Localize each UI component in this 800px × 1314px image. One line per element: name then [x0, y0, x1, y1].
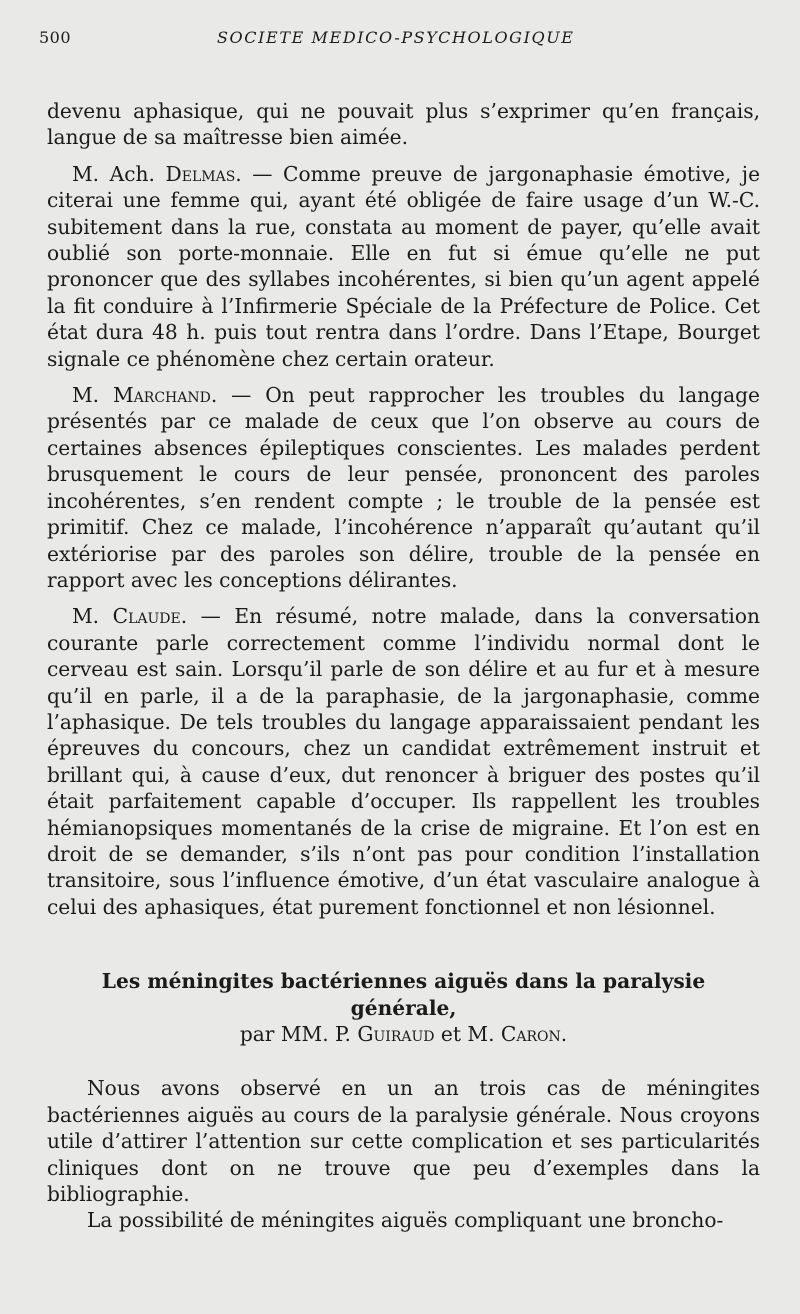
paragraph-marchand	[47, 382, 760, 593]
paragraph-claude	[47, 603, 760, 920]
paragraph-continuation: devenu aphasique, qui ne pouvait plus s’exprimer qu’en français, langue de sa maîtresse bien aimée.	[47, 99, 760, 150]
paragraph-delmas	[47, 161, 760, 372]
section-heading	[47, 968, 760, 1047]
speaker-prefix: M.	[72, 604, 100, 629]
page-number: 500	[39, 28, 72, 47]
byline-mid: et M.	[440, 1022, 495, 1046]
speaker-name: Claude	[112, 604, 181, 629]
speaker-name: Delmas	[165, 161, 236, 186]
paragraph-text: . — En résumé, notre malade, dans la conversation courante parle correctement comme l’individu normal dont le cerveau est sain. Lorsqu’il parle de son délire et au fur et à mesure qu’il en parle, il a de la paraphasie, de la jargonaphasie, comme l’aphasique. De tels troubles du langage apparaissaient pendant les épreuves du concours, chez un candidat extrêmement instruit et brillant qui, à cause d’eux, dut renoncer à briguer des postes qu’il était parfaitement capable d’occuper. Ils rappellent les troubles hémianopsiques momentanés de la crise de migraine. Et l’on est en droit de se demander, s’ils n’ont pas pour condition l’installation transitoire, sous l’influence émotive, d’un état vasculaire analogue à celui des aphasiques, état purement fonctionnel et non lésionnel.	[47, 604, 760, 919]
paragraph-intro: Nous avons observé en un an trois cas de méningites bactériennes aiguës au cours de la paralysie générale. Nous croyons utile d’attirer l’attention sur cette complication et ses particularités cliniques dont on ne trouve que peu d’exemples dans la bibliographie.	[47, 1076, 760, 1207]
paragraph-text: . — Comme preuve de jargonaphasie émotive, je citerai une femme qui, ayant été obligée de faire usage d’un W.-C. subitement dans la rue, constata au moment de payer, qu’elle avait oublié son porte-monnaie. Elle en fut si émue qu’elle ne put prononcer que des syllabes incohérentes, si bien qu’un agent appelé la fit conduire à l’Infirmerie Spéciale de la Préfecture de Police. Cet état dura 48 h. puis tout rentra dans l’ordre. Dans l’Etape, Bourget signale ce phénomène chez certain orateur.	[47, 161, 761, 371]
byline-prefix: par MM. P.	[239, 1022, 351, 1046]
section-body	[47, 1075, 760, 1233]
author-name: Caron	[500, 1022, 561, 1046]
byline-suffix: .	[560, 1022, 568, 1046]
journal-title: SOCIETE MEDICO-PSYCHOLOGIQUE	[217, 28, 575, 47]
paragraph-text: . — On peut rapprocher les troubles du langage présentés par ce malade de ceux que l’on observe au cours de certaines absences épileptiques conscientes. Les malades perdent brusquement le cours de leur pensée, prononcent des paroles incohérentes, s’en rendent compte ; le trouble de la pensée est primitif. Chez ce malade, l’incohérence n’apparaît qu’autant qu’il extériorise par des paroles son délire, trouble de la pensée en rapport avec les conceptions délirantes.	[47, 383, 760, 592]
discussion-body	[47, 98, 760, 920]
speaker-name: Marchand	[113, 383, 211, 408]
running-head	[39, 28, 760, 58]
speaker-prefix: M.	[72, 383, 100, 408]
section-byline	[47, 1021, 760, 1047]
section-title: Les méningites bactériennes aiguës dans la paralysie générale,	[101, 969, 706, 1020]
author-name: Guiraud	[357, 1022, 435, 1046]
paragraph-next: La possibilité de méningites aiguës compliquant une broncho-	[87, 1208, 724, 1233]
speaker-prefix: M. Ach.	[72, 161, 155, 186]
